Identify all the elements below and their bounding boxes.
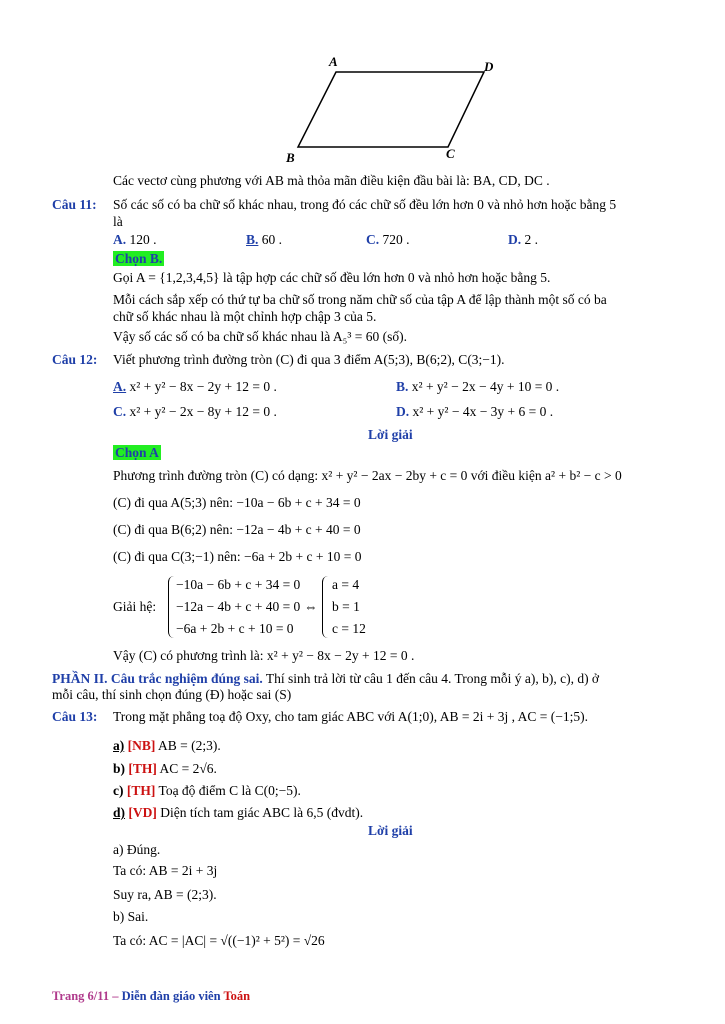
- q11-option-d[interactable]: [508, 231, 538, 249]
- q11-option-b-letter: B.: [246, 232, 259, 247]
- q12-option-a[interactable]: [113, 378, 277, 396]
- footer-forum-name: Diễn đàn giáo viên: [121, 989, 224, 1003]
- q12-conclusion: Vậy (C) có phương trình là: x² + y² − 8x − 2y + 12 = 0 .: [113, 648, 415, 663]
- q12-system-eq-2: −12a − 4b + c + 40 = 0: [176, 599, 301, 614]
- q12-option-a-text: x² + y² − 8x − 2y + 12 = 0 .: [129, 379, 277, 394]
- q13-item-a: [113, 737, 221, 755]
- vertex-d-label: D: [484, 59, 494, 74]
- q12-option-b-letter: B.: [396, 379, 409, 394]
- q12-option-b[interactable]: [396, 378, 559, 396]
- q11-sol-1: Gọi A = {1,2,3,4,5} là tập hợp các chữ số đều lớn hơn 0 và nhỏ hơn hoặc bằng 5.: [113, 270, 551, 285]
- q12-answer-badge: [113, 444, 161, 462]
- q12-system-brace-right: [322, 576, 329, 638]
- q12-sol-3: (C) đi qua B(6;2) nên: −12a − 4b + c + 40 = 0: [113, 522, 361, 537]
- q12-option-c-letter: C.: [113, 404, 127, 419]
- q12-system-brace-left: [168, 576, 175, 638]
- q12-option-c[interactable]: [113, 403, 277, 421]
- q11-option-c-letter: C.: [366, 232, 380, 247]
- q12-result-a: a = 4: [332, 577, 360, 592]
- q12-text: Viết phương trình đường tròn (C) đi qua 3 điểm A(5;3), B(6;2), C(3;−1).: [113, 352, 505, 367]
- q11-option-c-text: 720 .: [382, 232, 410, 247]
- q11-option-b[interactable]: [246, 231, 282, 249]
- q13-item-a-text: AB = (2;3).: [158, 738, 221, 753]
- q12-sol-4: (C) đi qua C(3;−1) nên: −6a + 2b + c + 10 = 0: [113, 549, 362, 564]
- q13-item-a-tag: [NB]: [127, 738, 156, 753]
- q12-result-b: b = 1: [332, 599, 360, 614]
- parallelogram-shape: [298, 72, 484, 147]
- q12-option-d-text: x² + y² − 4x − 3y + 6 = 0 .: [412, 404, 554, 419]
- q12-system-eq-1: −10a − 6b + c + 34 = 0: [176, 577, 301, 592]
- q11-number: Câu 11:: [52, 197, 97, 212]
- q12-solution-heading: Lời giải: [368, 427, 413, 442]
- intro-line: Các vectơ cùng phương với AB mà thỏa mãn điều kiện đầu bài là: BA, CD, DC .: [113, 173, 550, 188]
- q11-option-b-text: 60 .: [261, 232, 283, 247]
- q13-sol-2: Ta có: AB = 2i + 3j: [113, 863, 218, 878]
- q13-text: Trong mặt phẳng toạ độ Oxy, cho tam giác ABC với A(1;0), AB = 2i + 3j , AC = (−1;5).: [113, 709, 588, 724]
- q11-option-d-text: 2 .: [524, 232, 538, 247]
- q13-item-c-tag: [TH]: [126, 783, 156, 798]
- q11-option-a-text: 120 .: [129, 232, 157, 247]
- q11-answer-text: Chọn B.: [115, 251, 163, 266]
- page-footer: [52, 987, 250, 1005]
- vertex-a-label: A: [329, 54, 338, 69]
- q13-item-d: [113, 804, 363, 822]
- q12-answer-text: Chọn A: [115, 445, 159, 460]
- q13-sol-3: Suy ra, AB = (2;3).: [113, 887, 217, 902]
- q12-sol-2: (C) đi qua A(5;3) nên: −10a − 6b + c + 34 = 0: [113, 495, 361, 510]
- q11-sol-4: Vậy số các số có ba chữ số khác nhau là A₅³ = 60 (số).: [113, 329, 407, 344]
- q11-option-a[interactable]: [113, 231, 157, 249]
- q12-number: Câu 12:: [52, 352, 98, 367]
- footer-page-number: Trang 6/11: [52, 989, 110, 1003]
- q13-item-b-label: b): [113, 761, 126, 776]
- q12-solve-label: Giải hệ:: [113, 599, 157, 614]
- q11-option-c[interactable]: [366, 231, 410, 249]
- q11-answer-badge: [113, 250, 164, 268]
- q13-sol-1: a) Đúng.: [113, 842, 161, 857]
- q13-sol-5: Ta có: AC = |AC| = √((−1)² + 5²) = √26: [113, 933, 325, 948]
- q13-item-b-text: AC = 2√6.: [159, 761, 217, 776]
- q13-item-a-label: a): [113, 738, 125, 753]
- q12-option-d-letter: D.: [396, 404, 410, 419]
- q11-option-a-letter: A.: [113, 232, 127, 247]
- q13-item-d-text: Diện tích tam giác ABC là 6,5 (đvdt).: [160, 805, 364, 820]
- q13-item-b: [113, 760, 217, 778]
- part2-desc: Thí sinh trả lời từ câu 1 đến câu 4. Trong mỗi ý a), b), c), d) ở: [262, 671, 600, 686]
- vertex-c-label: C: [446, 146, 455, 161]
- footer-subject: Toán: [223, 989, 251, 1003]
- q13-solution-heading: Lời giải: [368, 823, 413, 838]
- part2-title: PHẦN II. Câu trắc nghiệm đúng sai.: [52, 671, 263, 686]
- q13-item-c: [113, 782, 301, 800]
- q13-item-d-tag: [VD]: [128, 805, 157, 820]
- q13-sol-4: b) Sai.: [113, 909, 149, 924]
- part2-desc-cont: mỗi câu, thí sinh chọn đúng (Đ) hoặc sai (S): [52, 687, 292, 702]
- q12-option-a-letter: A.: [113, 379, 127, 394]
- q12-equivalence-arrow: ⇔: [304, 599, 318, 614]
- q13-item-c-label: c): [113, 783, 124, 798]
- q11-sol-3: chữ số khác nhau là một chỉnh hợp chập 3 của 5.: [113, 309, 377, 324]
- q12-option-b-text: x² + y² − 2x − 4y + 10 = 0 .: [411, 379, 560, 394]
- q11-text: Số các số có ba chữ số khác nhau, trong đó các chữ số đều lớn hơn 0 và nhỏ hơn hoặc bằng 5: [113, 197, 617, 212]
- q11-sol-2: Mỗi cách sắp xếp có thứ tự ba chữ số trong năm chữ số của tập A để lập thành một số có ba: [113, 292, 607, 307]
- q12-result-c: c = 12: [332, 621, 366, 636]
- q12-option-c-text: x² + y² − 2x − 8y + 12 = 0 .: [129, 404, 277, 419]
- q13-item-b-tag: [TH]: [128, 761, 157, 776]
- q13-item-d-label: d): [113, 805, 126, 820]
- q11-text-cont: là: [113, 214, 123, 229]
- q12-system-eq-3: −6a + 2b + c + 10 = 0: [176, 621, 294, 636]
- parallelogram-figure: [0, 0, 725, 170]
- q12-option-d[interactable]: [396, 403, 553, 421]
- q13-number: Câu 13:: [52, 709, 98, 724]
- q12-sol-1: Phương trình đường tròn (C) có dạng: x² + y² − 2ax − 2by + c = 0 với điều kiện a² + b² − c > 0: [113, 468, 622, 483]
- q11-option-d-letter: D.: [508, 232, 522, 247]
- q13-item-c-text: Toạ độ điểm C là C(0;−5).: [158, 783, 301, 798]
- footer-separator: –: [109, 989, 122, 1003]
- vertex-b-label: B: [286, 150, 295, 165]
